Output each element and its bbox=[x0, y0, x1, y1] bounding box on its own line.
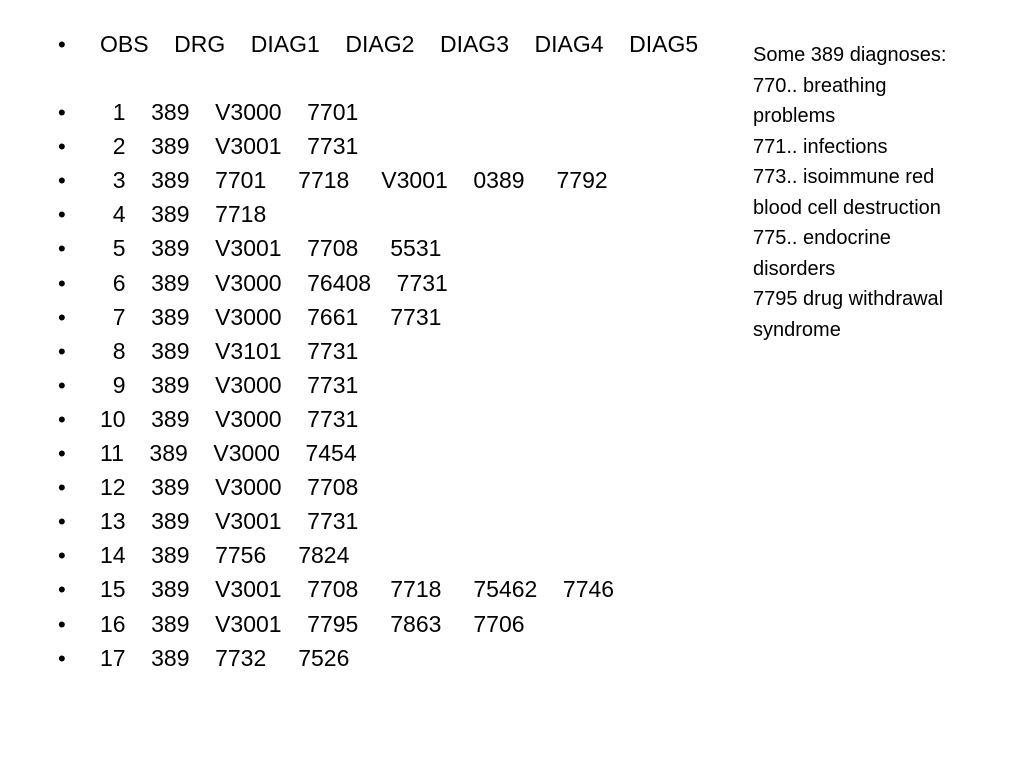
bullet-icon: • bbox=[58, 134, 66, 160]
bullet-icon: • bbox=[58, 100, 66, 126]
table-row bbox=[58, 334, 698, 368]
bullet-icon: • bbox=[58, 509, 66, 535]
note-line: blood cell destruction bbox=[753, 196, 941, 219]
table-row bbox=[58, 641, 698, 675]
table-row bbox=[58, 436, 698, 470]
note-line: disorders bbox=[753, 257, 836, 280]
note-line: syndrome bbox=[753, 318, 841, 341]
table-row-text: 11 389 V3000 7454 bbox=[100, 440, 357, 467]
table-row-text: 10 389 V3000 7731 bbox=[100, 405, 359, 432]
diagnoses-note bbox=[753, 40, 1015, 345]
table-row bbox=[58, 129, 698, 163]
bullet-icon: • bbox=[58, 441, 66, 467]
table-row bbox=[58, 470, 698, 504]
table-row-text: 6 389 V3000 76408 7731 bbox=[100, 269, 448, 296]
table-row-text: 2 389 V3001 7731 bbox=[100, 133, 359, 160]
bullet-icon: • bbox=[58, 645, 66, 671]
bullet-icon: • bbox=[58, 611, 66, 637]
table-row-text: 8 389 V3101 7731 bbox=[100, 337, 359, 364]
table-row-text: 5 389 V3001 7708 5531 bbox=[100, 235, 442, 262]
table-row bbox=[58, 368, 698, 402]
note-line: 770.. breathing bbox=[753, 74, 887, 97]
table-row bbox=[58, 231, 698, 265]
bullet-icon: • bbox=[58, 202, 66, 228]
table-row bbox=[58, 266, 698, 300]
bullet-icon: • bbox=[58, 372, 66, 398]
table-header-row bbox=[58, 27, 698, 61]
note-line: 771.. infections bbox=[753, 135, 888, 158]
bullet-icon: • bbox=[58, 168, 66, 194]
table-row bbox=[58, 163, 698, 197]
table-row bbox=[58, 95, 698, 129]
bullet-icon: • bbox=[58, 338, 66, 364]
bullet-icon: • bbox=[58, 475, 66, 501]
bullet-icon: • bbox=[58, 270, 66, 296]
table-header-text: OBS DRG DIAG1 DIAG2 DIAG3 DIAG4 DIAG5 bbox=[100, 31, 699, 57]
table-row-text: 3 389 7701 7718 V3001 0389 7792 bbox=[100, 167, 608, 194]
table-row bbox=[58, 197, 698, 231]
table-row bbox=[58, 538, 698, 572]
table-row-text: 15 389 V3001 7708 7718 75462 7746 bbox=[100, 576, 615, 603]
table-row-text: 14 389 7756 7824 bbox=[100, 542, 350, 569]
note-line: 773.. isoimmune red bbox=[753, 166, 935, 188]
table-row-text: 16 389 V3001 7795 7863 7706 bbox=[100, 610, 525, 637]
table-row-text: 9 389 V3000 7731 bbox=[100, 371, 359, 398]
table-row-text: 1 389 V3000 7701 bbox=[100, 99, 359, 126]
bullet-icon: • bbox=[58, 577, 66, 603]
table-row-text: 12 389 V3000 7708 bbox=[100, 474, 359, 501]
table-row bbox=[58, 300, 698, 334]
table-row bbox=[58, 402, 698, 436]
bullet-icon: • bbox=[58, 236, 66, 262]
note-line: 7795 drug withdrawal bbox=[753, 288, 944, 310]
table-row-text: 13 389 V3001 7731 bbox=[100, 508, 359, 535]
bullet-icon: • bbox=[58, 543, 66, 569]
note-line: Some 389 diagnoses: bbox=[753, 44, 947, 66]
bullet-icon: • bbox=[58, 406, 66, 432]
table-row bbox=[58, 607, 698, 641]
observation-list bbox=[58, 27, 698, 675]
note-line: 775.. endocrine bbox=[753, 227, 891, 249]
table-row-text: 7 389 V3000 7661 7731 bbox=[100, 303, 442, 330]
table-row bbox=[58, 504, 698, 538]
bullet-icon: • bbox=[58, 304, 66, 330]
table-row-text: 17 389 7732 7526 bbox=[100, 644, 350, 671]
table-row bbox=[58, 572, 698, 606]
bullet-icon: • bbox=[58, 32, 66, 57]
table-row-text: 4 389 7718 bbox=[100, 201, 267, 228]
note-line: problems bbox=[753, 105, 836, 127]
